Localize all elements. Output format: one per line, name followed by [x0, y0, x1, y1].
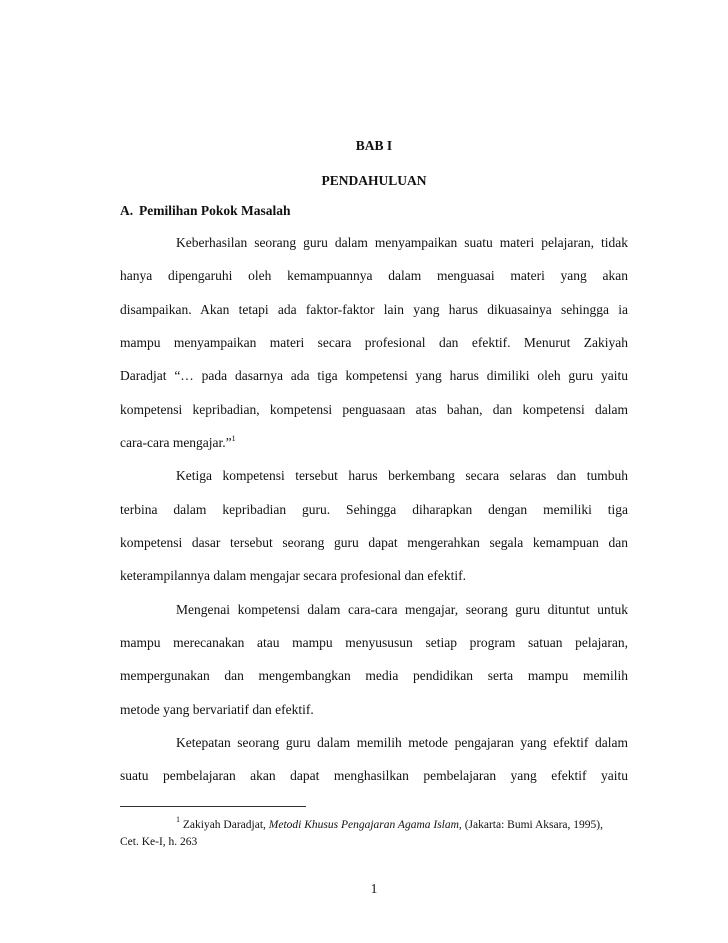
paragraph-2-line-3: kompetensi dasar tersebut seorang guru dapat mengerahkan segala kemampuan dan: [120, 535, 628, 550]
footnote-reference: 1: [231, 434, 236, 443]
paragraph-1-line-7-text: cara-cara mengajar.”: [120, 435, 232, 450]
footnote-number: 1: [176, 815, 180, 824]
footnote-line-2: Cet. Ke-I, h. 263: [120, 836, 198, 848]
paragraph-1-line-3: disampaikan. Akan tetapi ada faktor-faktor lain yang harus dikuasainya sehingga ia: [120, 302, 628, 317]
paragraph-3-line-4: metode yang bervariatif dan efektif.: [120, 702, 314, 717]
section-letter: A.: [120, 203, 134, 218]
paragraph-4-line-1: Ketepatan seorang guru dalam memilih metode pengajaran yang efektif dalam: [176, 735, 628, 750]
page-number: 1: [370, 881, 378, 896]
paragraph-1-line-5: Daradjat “… pada dasarnya ada tiga kompetensi yang harus dimiliki oleh guru yaitu: [120, 368, 628, 383]
paragraph-1-line-4: mampu menyampaikan materi secara profesional dan efektif. Menurut Zakiyah: [120, 335, 628, 350]
section-heading: [120, 203, 291, 219]
paragraph-1-line-1: Keberhasilan seorang guru dalam menyampaikan suatu materi pelajaran, tidak: [176, 235, 628, 250]
paragraph-3-line-3: mempergunakan dan mengembangkan media pendidikan serta mampu memilih: [120, 668, 628, 683]
paragraph-1-line-2: hanya dipengaruhi oleh kemampuannya dalam menguasai materi yang akan: [120, 268, 628, 283]
paragraph-3-line-2: mampu merecanakan atau mampu menyususun setiap program satuan pelajaran,: [120, 635, 628, 650]
footnote-author: Zakiyah Daradjat,: [182, 819, 269, 831]
chapter-number: BAB I: [355, 138, 393, 153]
section-title: Pemilihan Pokok Masalah: [139, 203, 291, 218]
paragraph-4-line-2: suatu pembelajaran akan dapat menghasilkan pembelajaran yang efektif yaitu: [120, 768, 628, 783]
paragraph-1-line-7: [120, 435, 628, 451]
paragraph-1-line-6: kompetensi kepribadian, kompetensi penguasaan atas bahan, dan kompetensi dalam: [120, 402, 628, 417]
paragraph-3-line-1: Mengenai kompetensi dalam cara-cara mengajar, seorang guru dituntut untuk: [176, 602, 628, 617]
footnote-book-title: Metodi Khusus Pengajaran Agama Islam,: [268, 819, 462, 831]
footnote-line-1: [120, 815, 628, 832]
chapter-title: PENDAHULUAN: [321, 173, 427, 188]
paragraph-2-line-4: keterampilannya dalam mengajar secara profesional dan efektif.: [120, 568, 466, 583]
footnote-publisher: (Jakarta: Bumi Aksara, 1995),: [461, 819, 603, 831]
footnote-separator: [120, 806, 306, 807]
paragraph-2-line-2: terbina dalam kepribadian guru. Sehingga diharapkan dengan memiliki tiga: [120, 502, 628, 517]
paragraph-2-line-1: Ketiga kompetensi tersebut harus berkembang secara selaras dan tumbuh: [176, 468, 628, 483]
